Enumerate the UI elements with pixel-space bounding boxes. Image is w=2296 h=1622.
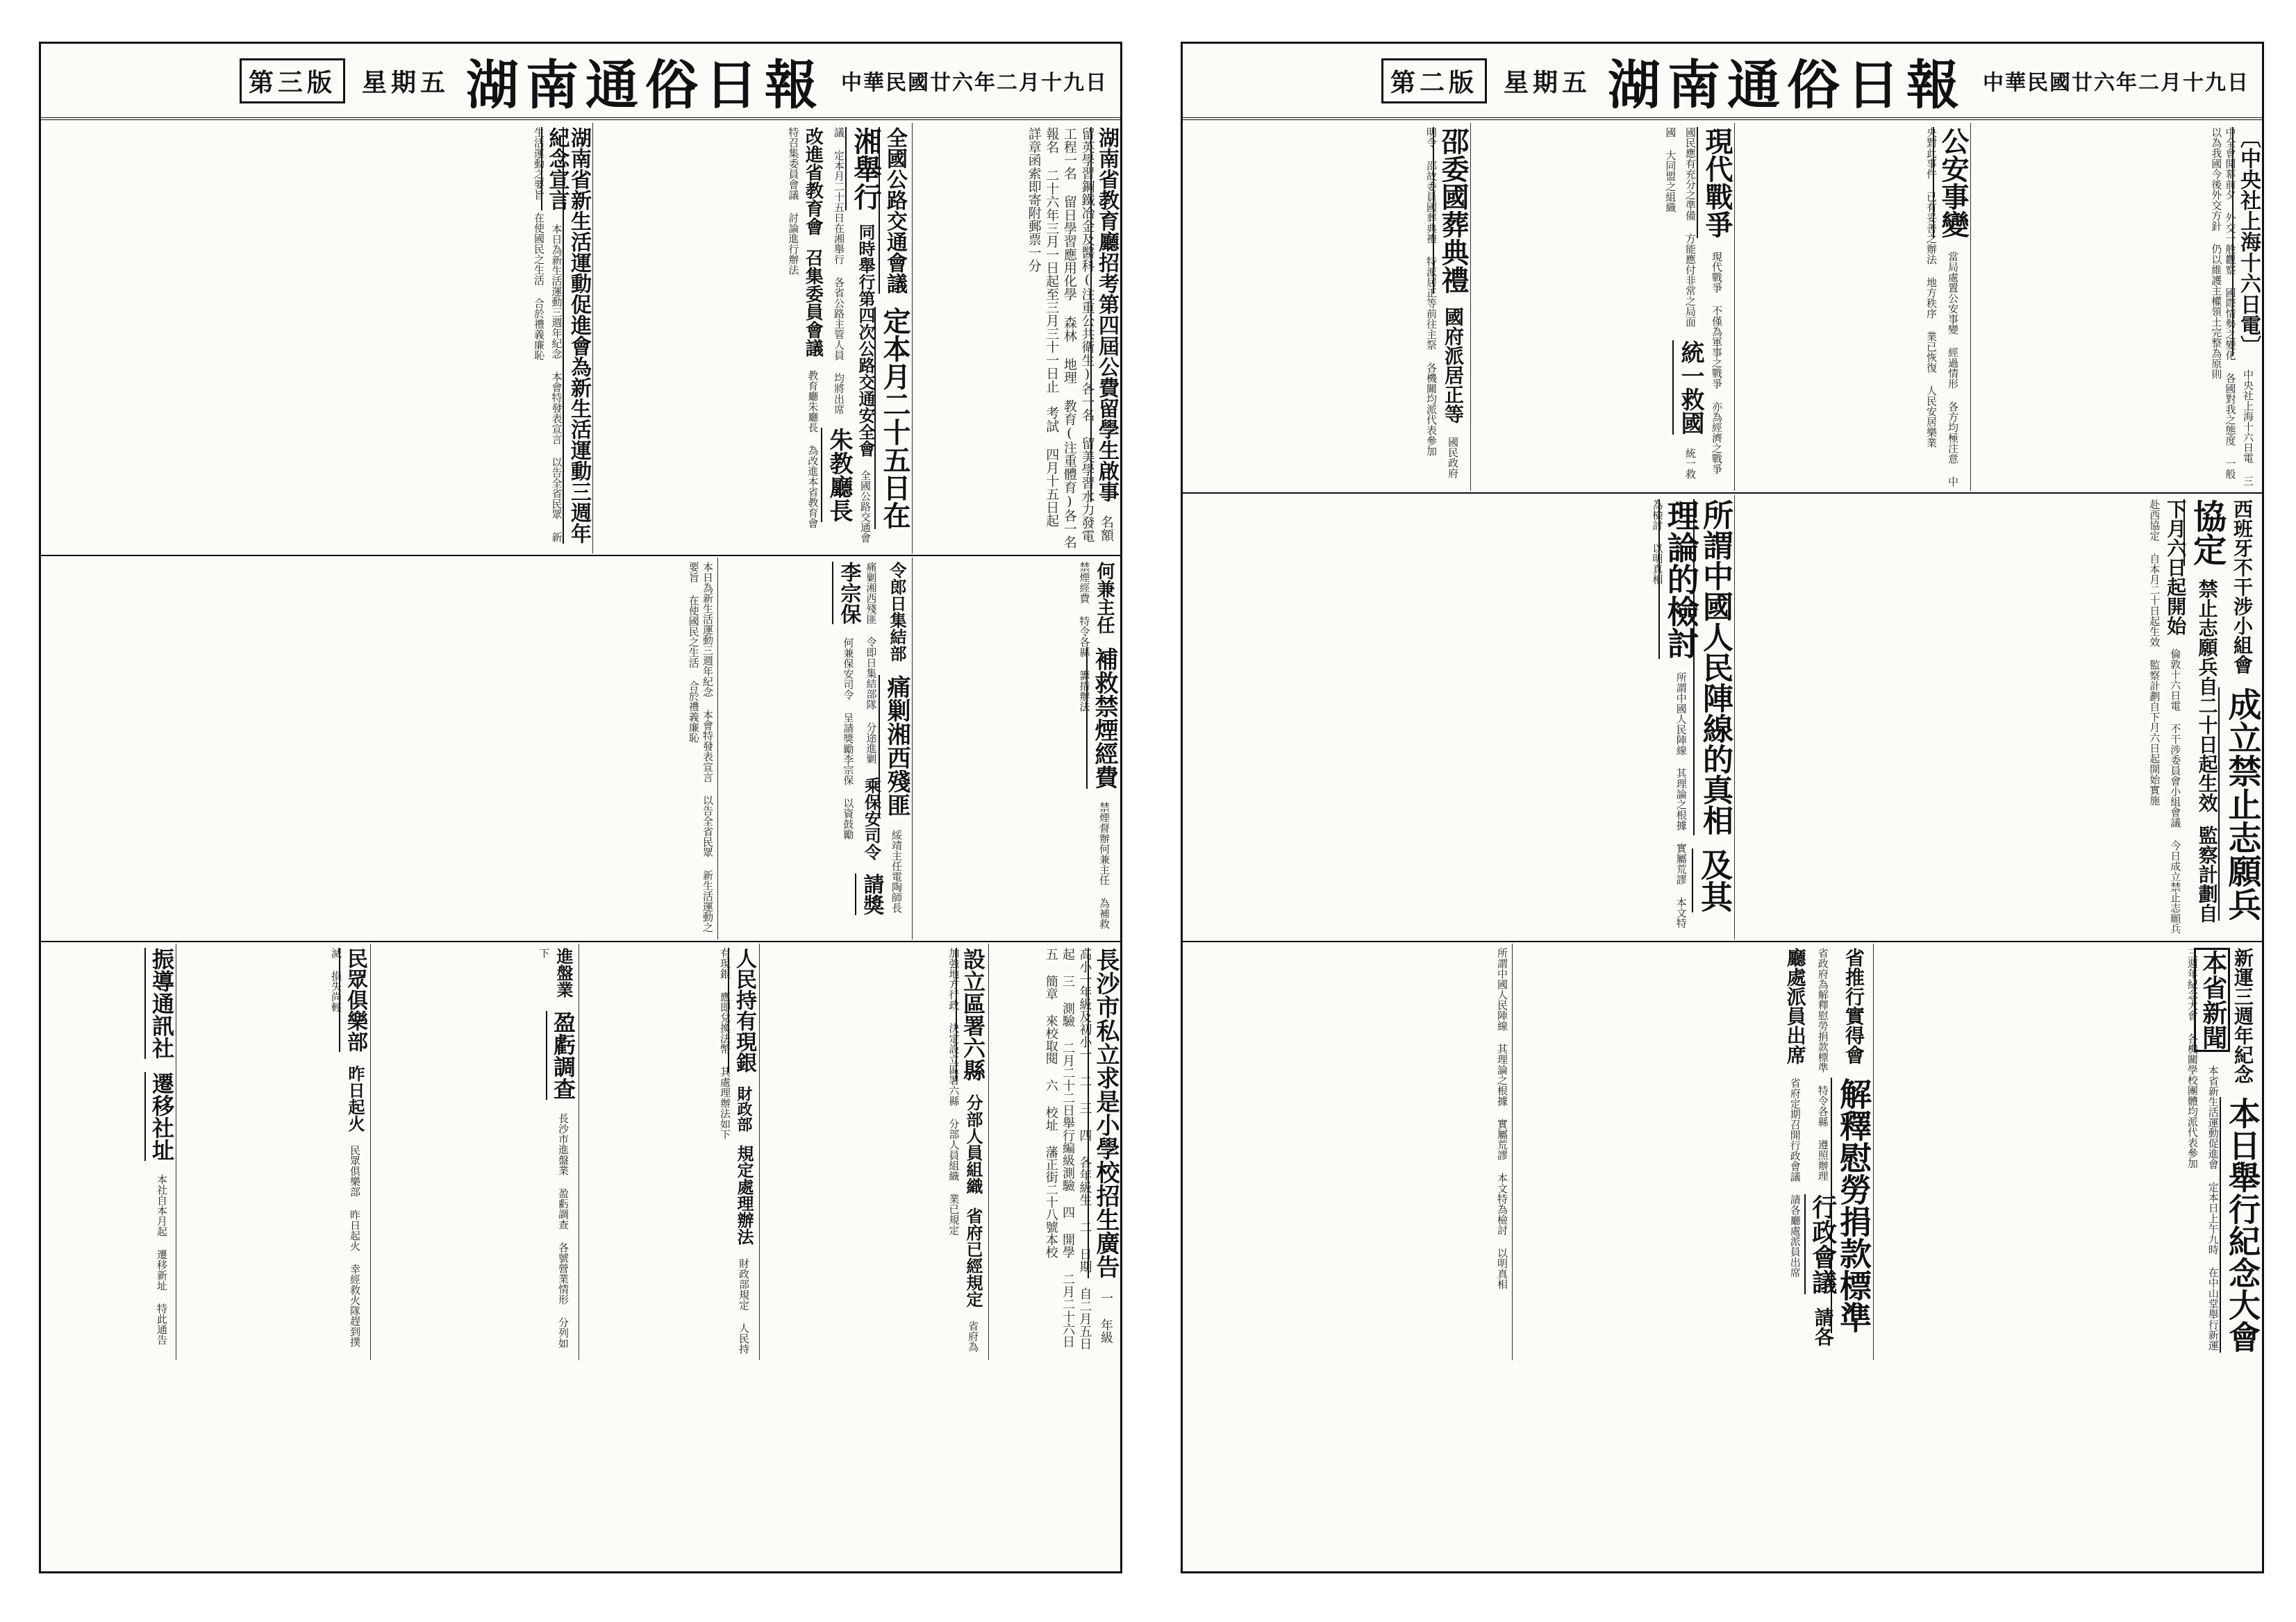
- masthead-date: 中華民國廿六年二月十九日: [841, 71, 1108, 95]
- article-body: 現代戰爭 不僅為軍事之戰爭 亦為經濟之戰爭 國民應有充分之準備 方能應付非常之局面: [1684, 127, 1723, 474]
- article-subhead: 昨日起火: [345, 1065, 365, 1132]
- article-headline: 行政會議: [1804, 1194, 1838, 1294]
- page-edition-3: [39, 42, 1122, 1573]
- article-district-office: [759, 944, 988, 1360]
- article-subhead: 省府已經規定: [963, 1207, 983, 1307]
- ad-body: 名額 留英學習鋼鐵冶金及醫科(注重公共衛生)各一名 留美學習水力發電工程一名 留日學習應用化學 森林 地理 教育(注重體育)各一名: [1061, 127, 1114, 549]
- article-body: 禁煙督辦何兼主任 為補救禁煙經費 特令各縣 籌措辦法: [1078, 562, 1110, 929]
- article-subhead: 召集委員會議: [802, 249, 824, 357]
- article-headline: 及其理論的檢討: [1658, 499, 1733, 912]
- article-people-front: [1181, 495, 1734, 939]
- notice-relocation: [39, 944, 176, 1360]
- divider: [41, 555, 1120, 556]
- article-subhead: 國府派居正等: [1442, 307, 1465, 424]
- article-body: 省政府為解釋慰勞捐款標準 特令各縣 遵照辦理: [1816, 948, 1829, 1181]
- article-body: 國民政府明令 邵故委員國葬典禮 特派居正等前往主祭 各機關均派代表參加: [1425, 127, 1459, 478]
- article-headline: 所謂中國人民陣線的真相: [1693, 499, 1733, 835]
- ad-title: 湖南省教育廳招考第四屆公費留學生啟事: [1090, 127, 1119, 502]
- masthead-weekday: 星期五: [361, 67, 449, 97]
- article-club-fire: [176, 944, 370, 1360]
- ad-exam: 考試 四月十五日起: [1044, 406, 1060, 527]
- article-subhead: 財政部: [735, 1086, 753, 1132]
- article-headline: 痛剿湘西殘匪: [879, 675, 910, 817]
- article-body: 所謂中國人民陣線 其理論之根據 實屬荒謬 本文特為檢討 以明真相: [1651, 499, 1688, 928]
- article-foreign-outlook: [1970, 123, 2262, 491]
- article-headline: 定本月二十五日在湘舉行: [845, 127, 911, 529]
- article-body: 綏靖主任電陶師長 痛剿湘西殘匪 令即日集結部隊 分途進剿: [865, 562, 903, 913]
- article-opium-funds: [912, 558, 1120, 939]
- article-headline: 盈虧調查: [546, 1011, 576, 1100]
- article-state-funeral: [1181, 123, 1470, 491]
- article-continued: [1181, 944, 1512, 1360]
- article-headline: 公安事變: [1933, 127, 1970, 238]
- masthead-date: 中華民國廿六年二月十九日: [1983, 71, 2249, 95]
- article-profit-survey: [370, 944, 579, 1360]
- page-body: [1183, 123, 2262, 1571]
- masthead-edition: 第二版: [1381, 58, 1487, 103]
- ad-body: 一 年級 高小一年級及初小一 二 三 四 各年級生 二 日期 自二月五日起 三 測驗 二月二十二日舉行編級測驗 四 開學 二月二十六日 五 簡章 來校取閱 六 校址 藩正街二十八號本校: [1043, 948, 1113, 1350]
- article-body: 全國公路交通會議 定本月二十五日在湘舉行 各省公路主管人員 均將出席: [833, 127, 872, 543]
- masthead-title: 湖南通俗日報: [466, 53, 824, 116]
- article-subhead: 西班牙不干涉小組會: [2231, 499, 2254, 674]
- article-subhead: 何兼主任: [1094, 562, 1115, 634]
- divider: [1183, 941, 2262, 942]
- article-headline: 湖南省新生活運動促進會為新生活運動三週年紀念宣言: [541, 127, 592, 544]
- article-subhead: 規定處理辦法: [734, 1145, 754, 1245]
- article-subhead: 禁止志願兵自二十日起生效: [2195, 579, 2219, 812]
- article-subhead: 乘保安司令: [861, 777, 882, 860]
- masthead-title: 湖南通俗日報: [1608, 53, 1966, 116]
- article-donation-standard: [1512, 944, 1873, 1360]
- article-subhead: 分部人員組織: [963, 1094, 983, 1194]
- divider: [1183, 492, 2262, 494]
- article-headline: 設立區署六縣: [956, 948, 986, 1081]
- article-headline: 全國公路交通會議: [879, 127, 907, 294]
- article-body: 民眾俱樂部 昨日起火 幸經救火隊趕到撲滅 損失尚輕: [330, 948, 361, 1347]
- article-volunteer-ban: [1734, 495, 2262, 939]
- article-declaration-continued: [39, 558, 717, 939]
- article-headline: 成立禁止志願兵協定: [2183, 499, 2261, 921]
- article-body: 倫敦十六日電 不干涉委員會小組會議 今日成立禁止志願兵赴西協定 自本月二十日起生效 監察計劃自下月六日起開始實施: [2148, 499, 2182, 934]
- article-body: 當局處置公安事變 經過情形 各方均極注意 中央對此事件 已有妥善之辦法 地方秩序 業已恢復 人民安居樂業: [1925, 127, 1959, 487]
- article-headline: 邵委國葬典禮: [1433, 127, 1470, 294]
- article-body: 中央社上海十六日電 三中全會開幕前夕 外交一般觀察 國際情勢之變化 各國對我之態度 一般以為我國今後外交方針 仍以維護主權領土完整為原則: [2210, 127, 2254, 486]
- article-highway-conference: [592, 123, 912, 553]
- article-body: 本日為新生活運動三週年紀念 本會特發表宣言 以告全省民眾 新生活運動之要旨 在使國民之生活 合於禮義廉恥: [533, 127, 563, 542]
- article-subhead: 令郎日集結部: [887, 562, 907, 662]
- article-subhead: 同時舉行第四次公路交通安全會: [856, 224, 876, 457]
- ad-detail: 詳章函索即寄附郵票一分: [1026, 127, 1042, 272]
- article-body: 教育廳朱廳長 為改進本省教育會 特召集委員會議 討論進行辦法: [787, 127, 820, 528]
- article-headline: 統一救國: [1672, 340, 1704, 435]
- article-headline: 人民持有現銀: [728, 948, 756, 1073]
- ad-title: 長沙市私立求是小學校招生廣告: [1088, 948, 1120, 1278]
- article-headline: 朱教廳長: [821, 428, 853, 522]
- article-headline: 民眾俱樂部: [339, 948, 367, 1052]
- article-new-life-anniversary: [1873, 944, 2262, 1360]
- divider: [41, 941, 1120, 942]
- article-body: 本日為新生活運動三週年紀念 本會特發表宣言 以告全省民眾 新生活運動之要旨 在使國民之生活 合於禮義廉恥: [687, 562, 714, 933]
- article-subhead: 省推行實得會: [1842, 948, 1865, 1064]
- masthead: [1183, 44, 2262, 120]
- masthead-edition: 第三版: [240, 58, 345, 103]
- ad-study-abroad: [912, 123, 1120, 553]
- article-headline: 振導通訊社: [144, 948, 175, 1059]
- article-body: 省府定期召開行政會議 請各廳處派員出席: [1788, 1078, 1802, 1278]
- masthead-weekday: 星期五: [1503, 67, 1591, 97]
- article-headline: 遷移社址: [144, 1072, 175, 1161]
- ad-registration: 報名 二十六年三月一日起至三月三十一日止: [1044, 127, 1060, 393]
- article-headline: 請獎李宗保: [832, 562, 883, 915]
- page-edition-2: [1181, 42, 2264, 1573]
- article-headline: 〔中央社上海十六日電〕: [2232, 127, 2261, 356]
- section-box: 本省新聞: [2194, 948, 2230, 1052]
- article-bandit-suppression: [717, 558, 912, 939]
- article-public-security: [1734, 123, 1970, 491]
- article-subhead: 請各廳處派員出席: [1783, 948, 1835, 1346]
- article-body: 何兼保安司令 呈請獎勵李宗保 以資鼓勵: [842, 637, 855, 839]
- article-subhead: 監察計劃自下月六日起開始: [2164, 499, 2219, 923]
- article-body: 省府為加強地方行政 決定設立區署六縣 分部人員組織 業已規定: [947, 948, 979, 1352]
- article-modern-war: [1470, 123, 1734, 491]
- masthead: [41, 44, 1120, 120]
- article-body: 本社自本月起 遷移新址 特此通告: [156, 1174, 168, 1345]
- article-subhead: 改進省教育會: [802, 127, 824, 235]
- article-headline: 補救禁煙經費: [1086, 647, 1118, 789]
- article-body: 本省新生活運動促進會 定本日上午九時 在中山堂舉行新運三週年紀念大會 各機關學校團體均派代表參加: [2186, 948, 2220, 1351]
- article-subhead: 進盤業: [554, 948, 574, 998]
- article-headline: 現代戰爭: [1697, 127, 1733, 238]
- page-body: [41, 123, 1120, 1571]
- article-body: 統一救國 大同盟之組織: [1664, 127, 1697, 479]
- article-headline: 解釋慰勞捐款標準: [1831, 1078, 1872, 1333]
- ad-school-admission: [988, 944, 1120, 1360]
- article-body: 長沙市進盤業 盈虧調查 各號營業情形 分列如下: [538, 948, 569, 1348]
- article-silver-holding: [579, 944, 759, 1360]
- article-headline: 本日舉行紀念大會: [2220, 1097, 2261, 1353]
- article-new-life-declaration: [39, 123, 592, 553]
- article-subhead: 新運三週年紀念: [2231, 948, 2254, 1084]
- article-body: 所謂中國人民陣線 其理論之根據 實屬荒謬 本文特為檢討 以明真相: [1496, 948, 1508, 1289]
- article-body: 財政部規定 人民持有現銀 應即兌換法幣 其處理辦法如下: [719, 948, 750, 1354]
